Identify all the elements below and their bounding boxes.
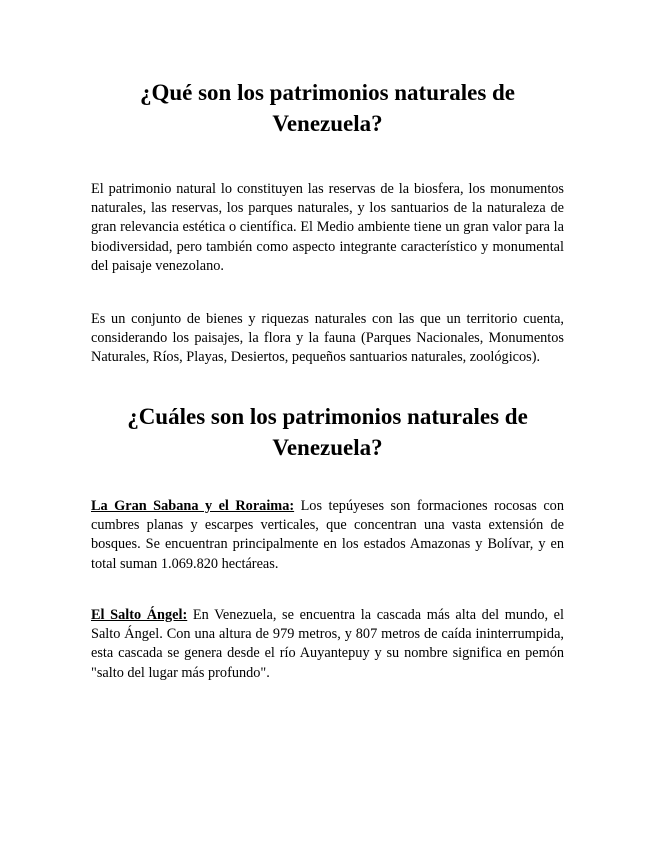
item-title-salto-angel: El Salto Ángel:: [91, 607, 188, 623]
paragraph-definition: El patrimonio natural lo constituyen las reservas de la biosfera, los monumentos naturales, las reservas, los parques naturales, y los santuarios de la naturaleza de gran relevancia estética o científica. El Medio ambiente tiene un gran valor para la biodiversidad, pero también como aspecto integrante característico y monumental del paisaje venezolano.: [91, 181, 564, 274]
paragraph-gran-sabana: [91, 497, 564, 574]
item-text-gran-sabana: Los tepúyeses son formaciones rocosas con cumbres planas y escarpes verticales, que concentran una vasta extensión de bosques. Se encuentran principalmente en los estados Amazonas y Bolívar, y en total suman 1.069.820 hectáreas.: [91, 498, 564, 572]
item-title-gran-sabana: La Gran Sabana y el Roraima:: [91, 498, 295, 514]
paragraph-set-of-goods: Es un conjunto de bienes y riquezas naturales con las que un territorio cuenta, considerando los paisajes, la flora y la fauna (Parques Nacionales, Monumentos Naturales, Ríos, Playas, Desiertos, pequeños santuarios naturales, zoológicos).: [91, 311, 564, 366]
item-text-salto-angel: En Venezuela, se encuentra la cascada más alta del mundo, el Salto Ángel. Con una altura de 979 metros, y 807 metros de caída ininterrumpida, esta cascada se genera desde el río Auyantepuy y su nombre significa en pemón "salto del lugar más profundo".: [91, 607, 564, 681]
paragraph-salto-angel: [91, 606, 564, 683]
heading-which-are-natural-heritage: ¿Cuáles son los patrimonios naturales de Venezuela?: [127, 404, 528, 460]
heading-what-are-natural-heritage: ¿Qué son los patrimonios naturales de Venezuela?: [139, 80, 516, 136]
